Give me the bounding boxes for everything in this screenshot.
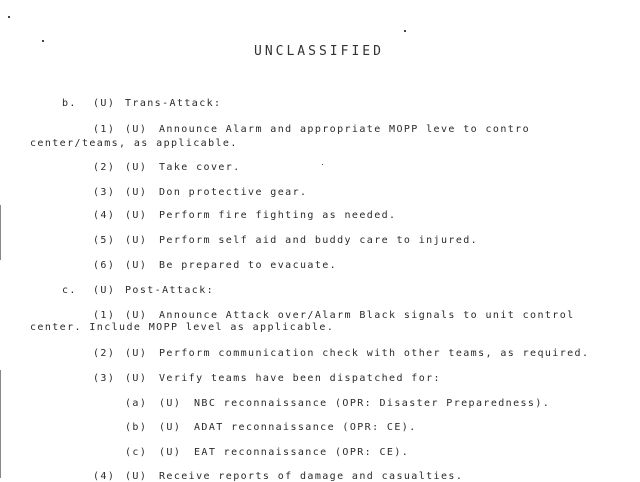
item-class: (U) — [125, 210, 148, 221]
item-text: Announce Attack over/Alarm Black signals to unit control — [159, 310, 575, 321]
classification-header: UNCLASSIFIED — [254, 44, 384, 59]
scan-speck — [8, 16, 10, 18]
item-number: (4) — [93, 210, 116, 221]
subitem-text: NBC reconnaissance (OPR: Disaster Preparedness). — [194, 398, 551, 409]
section-title: Trans-Attack: — [125, 98, 222, 109]
item-class: (U) — [125, 162, 148, 173]
item-class: (U) — [125, 124, 148, 135]
item-class: (U) — [125, 348, 148, 359]
section-class: (U) — [93, 285, 116, 296]
section-title: Post-Attack: — [125, 285, 215, 296]
section-class: (U) — [93, 98, 116, 109]
scan-speck — [42, 40, 44, 42]
item-number: (6) — [93, 260, 116, 271]
item-text: Perform self aid and buddy care to injured. — [159, 235, 479, 246]
subitem-class: (U) — [159, 422, 182, 433]
item-text: Verify teams have been dispatched for: — [159, 373, 441, 384]
subitem-text: EAT reconnaissance (OPR: CE). — [194, 447, 410, 458]
item-number: (5) — [93, 235, 116, 246]
item-number: (3) — [93, 187, 116, 198]
item-class: (U) — [125, 471, 148, 482]
item-number: (2) — [93, 162, 116, 173]
subitem-class: (U) — [159, 447, 182, 458]
margin-mark — [0, 370, 1, 478]
item-number: (1) — [93, 124, 116, 135]
section-marker: c. — [62, 285, 77, 296]
item-number: (4) — [93, 471, 116, 482]
section-marker: b. — [62, 98, 77, 109]
item-class: (U) — [125, 187, 148, 198]
item-text: Perform fire fighting as needed. — [159, 210, 397, 221]
subitem-letter: (b) — [125, 422, 148, 433]
item-number: (3) — [93, 373, 116, 384]
subitem-class: (U) — [159, 398, 182, 409]
item-number: (1) — [93, 310, 116, 321]
item-number: (2) — [93, 348, 116, 359]
item-text-continued: center. Include MOPP level as applicable. — [30, 322, 335, 333]
scan-speck — [404, 30, 406, 32]
item-text: Announce Alarm and appropriate MOPP leve to contro — [159, 124, 531, 135]
scan-speck — [322, 164, 323, 165]
item-text-continued: center/teams, as applicable. — [30, 138, 238, 149]
margin-mark — [0, 205, 1, 260]
item-class: (U) — [125, 260, 148, 271]
item-class: (U) — [125, 310, 148, 321]
subitem-text: ADAT reconnaissance (OPR: CE). — [194, 422, 417, 433]
item-class: (U) — [125, 373, 148, 384]
item-text: Don protective gear. — [159, 187, 308, 198]
subitem-letter: (c) — [125, 447, 148, 458]
item-text: Be prepared to evacuate. — [159, 260, 338, 271]
subitem-letter: (a) — [125, 398, 148, 409]
item-text: Receive reports of damage and casualties. — [159, 471, 464, 482]
item-class: (U) — [125, 235, 148, 246]
item-text: Perform communication check with other teams, as required. — [159, 348, 590, 359]
item-text: Take cover. — [159, 162, 241, 173]
